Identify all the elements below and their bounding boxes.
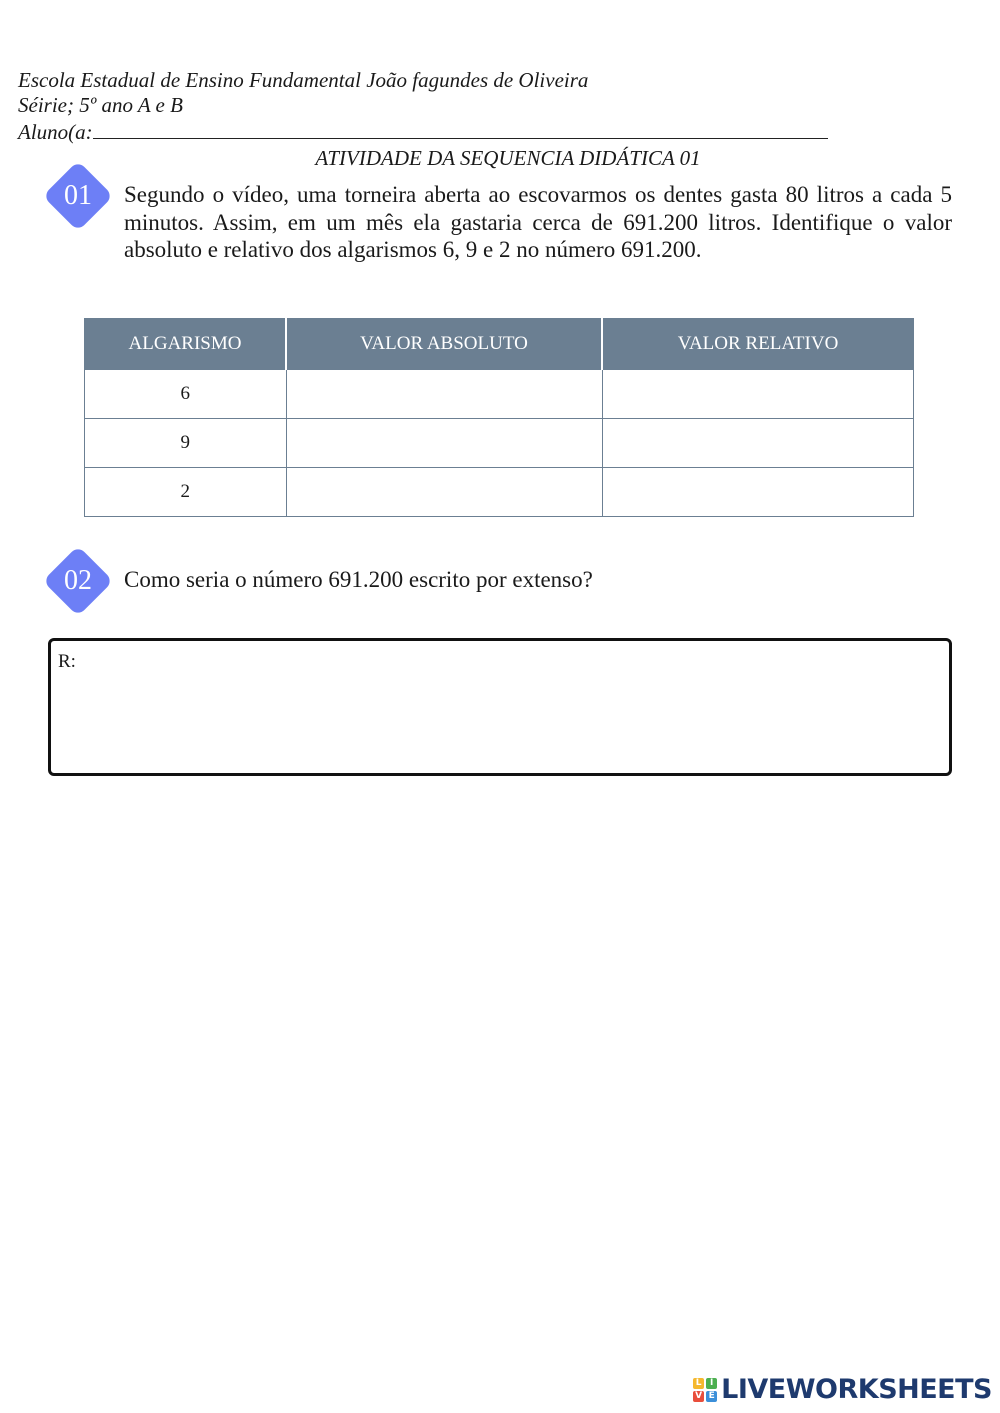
digit-cell: 2 xyxy=(85,468,287,517)
column-header-absolute: VALOR ABSOLUTO xyxy=(286,319,602,370)
school-name: Escola Estadual de Ensino Fundamental João fagundes de Oliveira xyxy=(18,68,589,92)
student-label: Aluno(a: xyxy=(18,120,93,144)
absolute-value-cell[interactable] xyxy=(286,468,602,517)
question-text-01: Segundo o vídeo, uma torneira aberta ao escovarmos os dentes gasta 80 litros a cada 5 minutos. Assim, em um mês ela gastaria cerca de 691.200 litros. Identifique o valor absoluto e relativo dos algarismos 6, 9 e 2 no número 691.200. xyxy=(124,182,952,262)
relative-value-cell[interactable] xyxy=(602,370,914,419)
absolute-value-cell[interactable] xyxy=(286,370,602,419)
question-text-02: Como seria o número 691.200 escrito por extenso? xyxy=(124,567,593,592)
question-number-01: 01 xyxy=(64,180,92,211)
answer-box[interactable] xyxy=(48,638,952,776)
answer-table xyxy=(84,318,914,517)
logo-mark-icon xyxy=(693,1378,717,1402)
student-name-field[interactable] xyxy=(93,118,828,139)
question-number-02: 02 xyxy=(64,565,92,596)
answer-label: R: xyxy=(58,651,76,672)
column-header-digit: ALGARISMO xyxy=(85,319,287,370)
activity-title: ATIVIDADE DA SEQUENCIA DIDÁTICA 01 xyxy=(315,146,701,170)
table-row xyxy=(85,419,914,468)
absolute-value-cell[interactable] xyxy=(286,419,602,468)
logo-mark-letter: E xyxy=(706,1391,717,1402)
logo-mark-letter: I xyxy=(706,1378,717,1389)
student-line xyxy=(18,118,828,145)
logo-mark-letter: V xyxy=(693,1391,704,1402)
logo-mark-letter: L xyxy=(693,1378,704,1389)
column-header-relative: VALOR RELATIVO xyxy=(602,319,914,370)
relative-value-cell[interactable] xyxy=(602,419,914,468)
grade-line: Séirie; 5º ano A e B xyxy=(18,93,183,117)
table-row xyxy=(85,370,914,419)
logo-text: LIVEWORKSHEETS xyxy=(721,1374,992,1405)
table-header-row xyxy=(85,319,914,370)
digit-cell: 6 xyxy=(85,370,287,419)
relative-value-cell[interactable] xyxy=(602,468,914,517)
digit-cell: 9 xyxy=(85,419,287,468)
table-row xyxy=(85,468,914,517)
liveworksheets-logo xyxy=(693,1374,992,1405)
